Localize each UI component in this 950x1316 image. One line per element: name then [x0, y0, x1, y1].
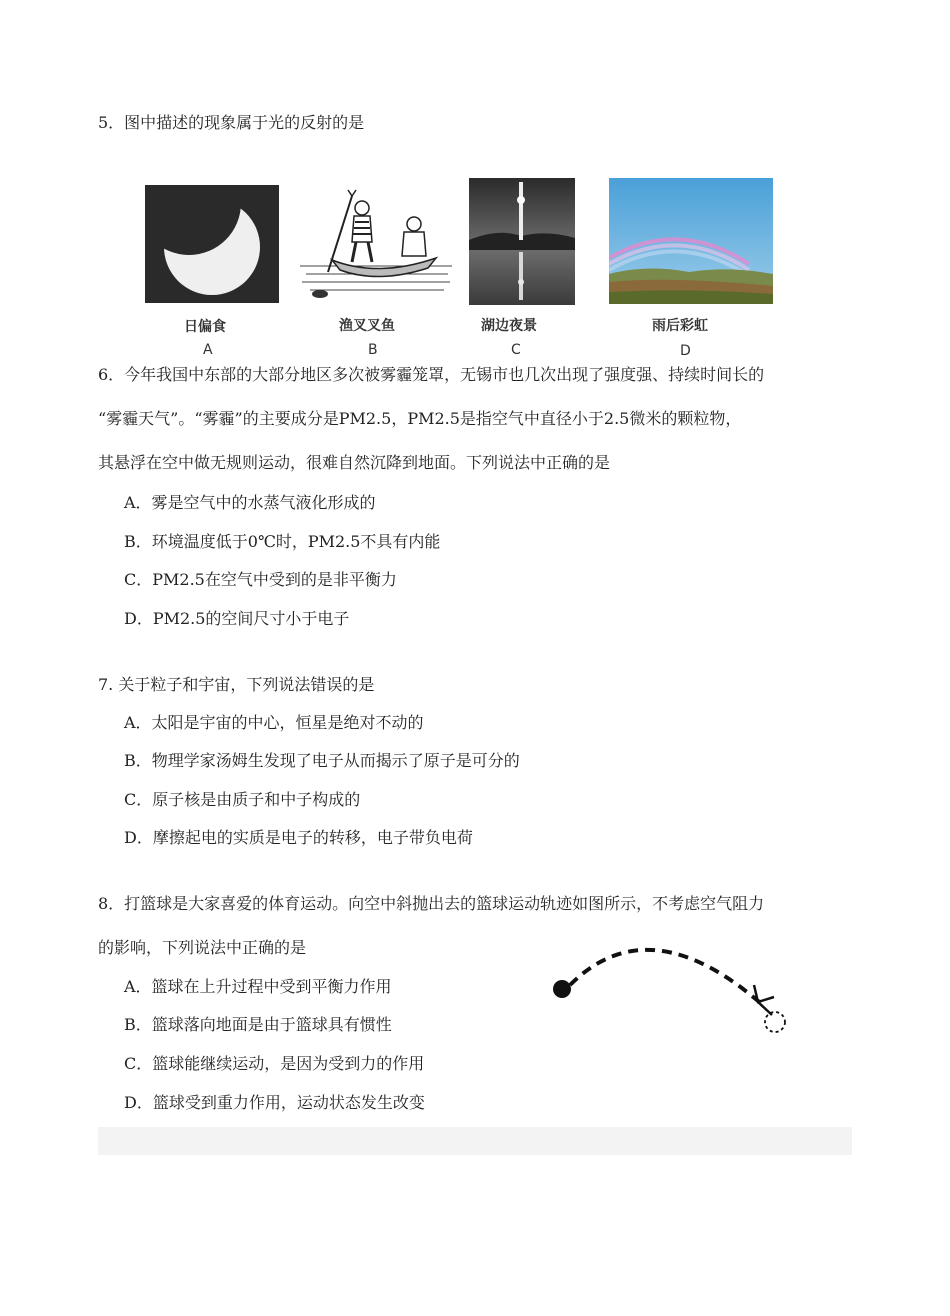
fig-a-caption: 日偏食 [184, 319, 226, 335]
fig-d-letter: D [680, 343, 691, 359]
q7-option-c: C．原子核是由质子和中子构成的 [124, 790, 361, 809]
q6-stem-line-1: 6．今年我国中东部的大部分地区多次被雾霾笼罩，无锡市也几次出现了强度强、持续时间长的 [98, 365, 765, 384]
q7-option-b: B．物理学家汤姆生发现了电子从而揭示了原子是可分的 [124, 751, 520, 770]
q8-stem-line-1: 8．打篮球是大家喜爱的体育运动。向空中斜抛出去的篮球运动轨迹如图所示，不考虑空气阻力 [98, 894, 765, 913]
spear-fishing-image [298, 186, 454, 304]
q6-stem-line-3: 其悬浮在空中做无规则运动，很难自然沉降到地面。下列说法中正确的是 [98, 453, 611, 472]
rainbow-image [609, 178, 773, 304]
fig-c-letter: C [511, 342, 521, 358]
basketball-trajectory-diagram [540, 925, 790, 1045]
q7-option-d: D．摩擦起电的实质是电子的转移，电子带负电荷 [124, 828, 473, 847]
basketball-landing-dot [553, 980, 571, 998]
fig-b-caption: 渔叉叉鱼 [339, 318, 395, 334]
fig-a-letter: A [203, 342, 213, 358]
q5-stem: 5．图中描述的现象属于光的反射的是 [98, 113, 365, 132]
solar-eclipse-image [145, 185, 279, 303]
q6-option-c: C．PM2.5在空气中受到的是非平衡力 [124, 570, 397, 589]
q6-stem-line-2: “雾霾天气”。“雾霾”的主要成分是PM2.5，PM2.5是指空气中直径小于2.5微米的颗粒物， [98, 409, 742, 428]
q7-stem: 7. 关于粒子和宇宙，下列说法错误的是 [98, 675, 375, 694]
footer-band [98, 1127, 852, 1155]
fig-c-caption: 湖边夜景 [481, 318, 537, 334]
q8-option-c: C．篮球能继续运动，是因为受到力的作用 [124, 1054, 425, 1073]
q6-option-a: A．雾是空气中的水蒸气液化形成的 [124, 493, 376, 512]
q8-option-b: B．篮球落向地面是由于篮球具有惯性 [124, 1015, 392, 1034]
fig-b-letter: B [368, 342, 378, 358]
basketball-launch-circle [765, 1012, 785, 1032]
trajectory-path [570, 950, 765, 1007]
q8-stem-line-2: 的影响，下列说法中正确的是 [98, 938, 307, 957]
q6-option-d: D．PM2.5的空间尺寸小于电子 [124, 609, 350, 628]
lakeside-night-image [469, 178, 575, 305]
q7-option-a: A．太阳是宇宙的中心，恒星是绝对不动的 [124, 713, 424, 732]
fig-d-caption: 雨后彩虹 [652, 318, 708, 334]
q6-option-b: B．环境温度低于0℃时，PM2.5不具有内能 [124, 532, 441, 551]
q8-option-a: A．篮球在上升过程中受到平衡力作用 [124, 977, 392, 996]
launch-arrow [754, 985, 774, 1002]
q8-option-d: D．篮球受到重力作用，运动状态发生改变 [124, 1093, 425, 1112]
